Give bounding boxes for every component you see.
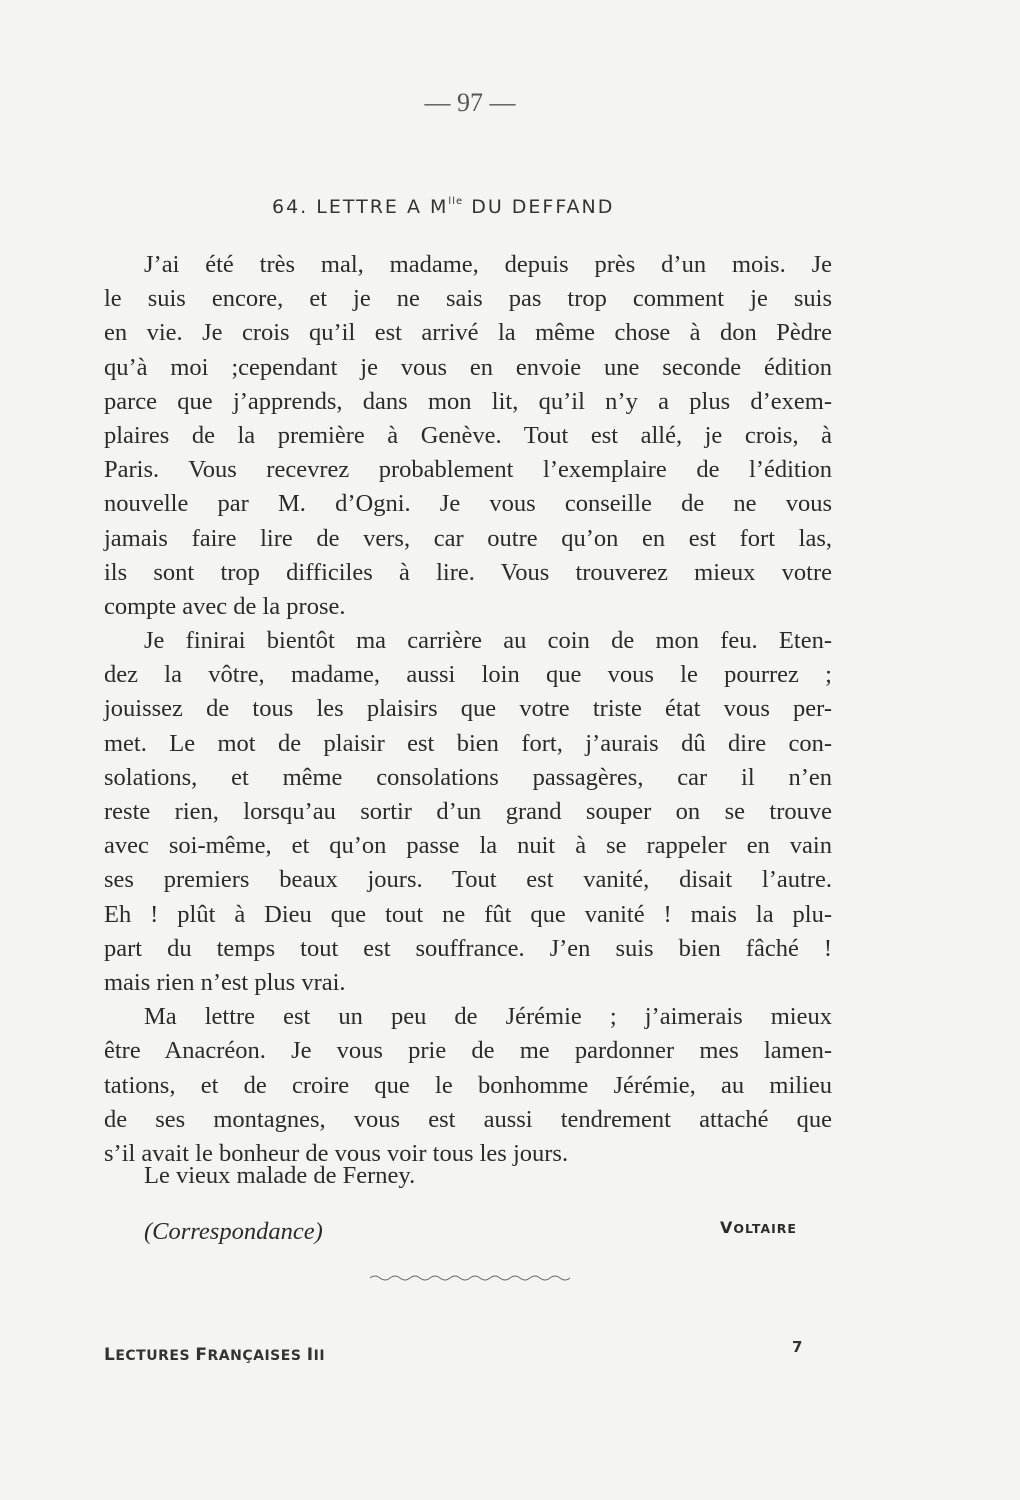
text-line: Paris. Vous recevrez probablement l’exemplaire de l’édition [104,456,832,484]
text-line: jouissez de tous les plaisirs que votre triste état vous per- [104,695,832,723]
text-line: J’ai été très mal, madame, depuis près d’un mois. Je [144,251,832,278]
text-line: compte avec de la prose. [104,592,346,620]
text-line: part du temps tout est souffrance. J’en suis bien fâché ! [104,934,832,962]
text-line: ils sont trop difficiles à lire. Vous trouverez mieux votre [104,558,832,586]
text-line: Ma lettre est un peu de Jérémie ; j’aimerais mieux [144,1003,832,1031]
text-line: ses premiers beaux jours. Tout est vanité, disait l’autre. [104,866,832,894]
letter-number: 64. [272,196,309,218]
letter-title [272,196,614,218]
text-line: plaires de la première à Genève. Tout est allé, je crois, à [104,421,832,449]
text-line: en vie. Je crois qu’il est arrivé la même chose à don Pèdre [104,319,832,347]
text-line: jamais faire lire de vers, car outre qu’on en est fort las, [104,524,832,552]
footer-book-title: LECTURES FRANÇAISES III [104,1345,326,1365]
letter-title-main: LETTRE A M [316,196,449,218]
letter-title-recipient: DU DEFFAND [471,196,615,218]
signoff: Le vieux malade de Ferney. [144,1162,416,1189]
source-citation: (Correspondance) [144,1218,323,1245]
text-line: mais rien n’est plus vrai. [104,968,346,996]
text-line: tations, et de croire que le bonhomme Jérémie, au milieu [104,1071,832,1099]
page-number: — 97 — [424,88,516,117]
text-line: Je finirai bientôt ma carrière au coin de mon feu. Eten- [144,627,832,655]
text-line: le suis encore, et je ne sais pas trop comment je suis [104,285,832,313]
text-line: met. Le mot de plaisir est bien fort, j’aurais dû dire con- [104,729,832,757]
text-line: solations, et même consolations passagères, car il n’en [104,763,832,791]
text-line: être Anacréon. Je vous prie de me pardonner mes lamen- [104,1037,832,1065]
text-line: parce que j’apprends, dans mon lit, qu’il n’y a plus d’exem- [104,387,832,415]
author-name: VOLTAIRE [720,1218,797,1237]
letter-body [104,248,832,1171]
text-line: dez la vôtre, madame, aussi loin que vous le pourrez ; [104,661,832,689]
text-line: reste rien, lorsqu’au sortir d’un grand souper on se trouve [104,798,832,825]
divider-flourish [370,1272,570,1282]
text-line: avec soi-même, et qu’on passe la nuit à se rappeler en vain [104,832,832,860]
text-line: de ses montagnes, vous est aussi tendrement attaché que [104,1105,832,1133]
text-line: qu’à moi ;cependant je vous en envoie une seconde édition [104,353,832,381]
letter-title-superscript: lle [448,196,464,207]
text-line: Eh ! plût à Dieu que tout ne fût que vanité ! mais la plu- [104,900,832,928]
text-line: s’il avait le bonheur de vous voir tous les jours. [104,1139,569,1167]
footer-signature-mark: 7 [792,1338,803,1356]
text-line: nouvelle par M. d’Ogni. Je vous conseille de ne vous [104,490,832,518]
